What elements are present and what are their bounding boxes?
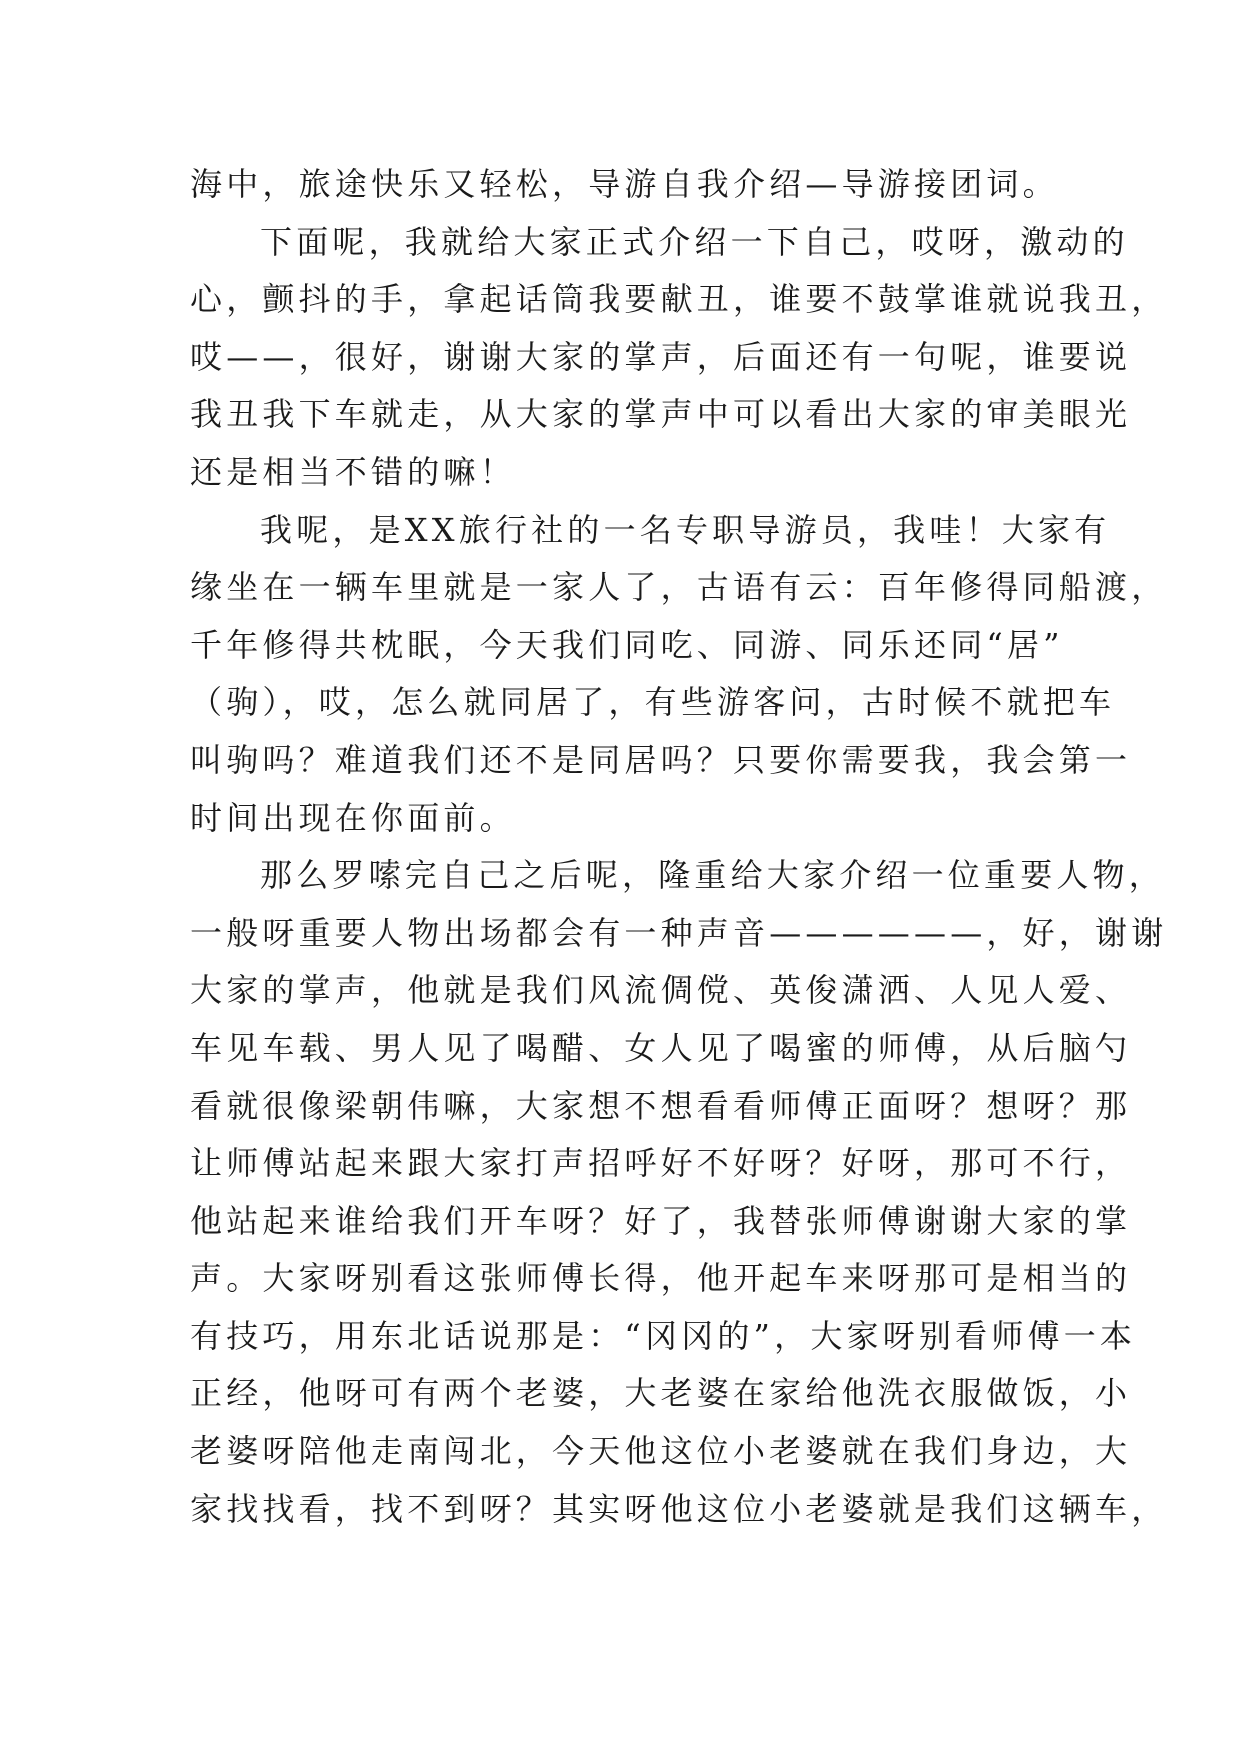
- text-line: 车见车载、男人见了喝醋、女人见了喝蜜的师傅，从后脑勺: [190, 1028, 1132, 1067]
- text-line: 他站起来谁给我们开车呀？好了，我替张师傅谢谢大家的掌: [190, 1201, 1132, 1240]
- text-line: 家找找看，找不到呀？其实呀他这位小老婆就是我们这辆车，: [190, 1489, 1168, 1528]
- text-line: 时间出现在你面前。: [190, 798, 516, 837]
- text-line: 哎——，很好，谢谢大家的掌声，后面还有一句呢，谁要说: [190, 337, 1132, 376]
- paragraph-first-line: 那么罗嗦完自己之后呢，隆重给大家介绍一位重要人物，: [260, 856, 1166, 895]
- text-line: 正经，他呀可有两个老婆，大老婆在家给他洗衣服做饭，小: [190, 1374, 1132, 1413]
- text-line: 缘坐在一辆车里就是一家人了，古语有云：百年修得同船渡，: [190, 568, 1168, 607]
- text-line: 千年修得共枕眠，今天我们同吃、同游、同乐还同“居”: [190, 625, 1064, 664]
- paragraph-first-line: 我呢，是XX旅行社的一名专职导游员，我哇！大家有: [260, 510, 1111, 549]
- text-line: 有技巧，用东北话说那是：“冈冈的”，大家呀别看师傅一本: [190, 1316, 1137, 1355]
- text-line: 我丑我下车就走，从大家的掌声中可以看出大家的审美眼光: [190, 395, 1132, 434]
- text-line: 老婆呀陪他走南闯北，今天他这位小老婆就在我们身边，大: [190, 1432, 1132, 1471]
- text-line: 一般呀重要人物出场都会有一种声音——————，好，谢谢: [190, 913, 1168, 952]
- document-body: [190, 156, 1168, 1538]
- text-line: 看就很像梁朝伟嘛，大家想不想看看师傅正面呀？想呀？那: [190, 1086, 1132, 1125]
- text-line: 还是相当不错的嘛！: [190, 452, 516, 491]
- text-line: 大家的掌声，他就是我们风流倜傥、英俊潇洒、人见人爱、: [190, 971, 1132, 1010]
- text-line: 让师傅站起来跟大家打声招呼好不好呀？好呀，那可不行，: [190, 1144, 1132, 1183]
- text-line: 声。大家呀别看这张师傅长得，他开起车来呀那可是相当的: [190, 1259, 1132, 1298]
- text-line: 心，颤抖的手，拿起话筒我要献丑，谁要不鼓掌谁就说我丑，: [190, 280, 1168, 319]
- text-line: 叫驹吗？难道我们还不是同居吗？只要你需要我，我会第一: [190, 740, 1132, 779]
- text-line: 海中，旅途快乐又轻松，导游自我介绍—导游接团词。: [190, 165, 1059, 203]
- text-line: （驹），哎，怎么就同居了，有些游客问，古时候不就把车: [190, 683, 1116, 722]
- paragraph-first-line: 下面呢，我就给大家正式介绍一下自己，哎呀，激动的: [260, 222, 1129, 261]
